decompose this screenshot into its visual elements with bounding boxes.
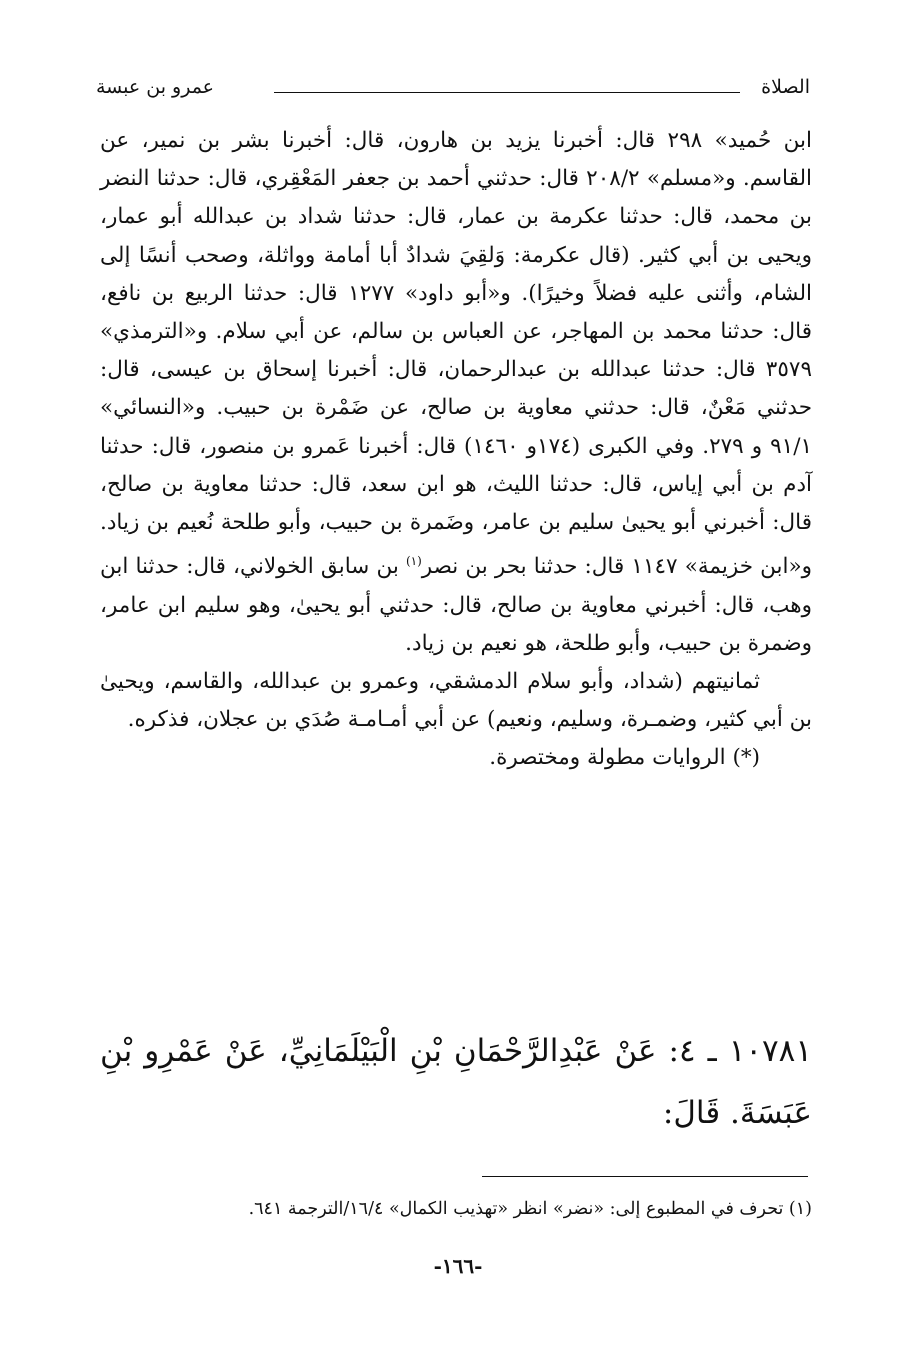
takhrij-text: ابن حُميد» ٢٩٨ قال: أخبرنا يزيد بن هارون، قال: أخبرنا بشر بن نمير، عن القاسم. و«مسلم» ٢٠٨/٢ قال: حدثني أحمد بن جعفر المَعْقِري، قال: حدثنا النضر بن محمد، قال: حدثنا عكرمة بن عمار، قال: حدثنا شداد بن عبدالله أبو عمار، ويحيى بن أبي كثير. (قال عكرمة: وَلقِيَ شدادٌ أبا أمامة وواثلة، وصحب أنسًا إلى الشام، وأثنى عليه فضلاً وخيرًا). و«أبو داود» ١٢٧٧ قال: حدثنا الربيع بن نافع، قال: حدثنا محمد بن المهاجر، عن العباس بن سالم، عن أبي سلام. و«الترمذي» ٣٥٧٩ قال: حدثنا عبدالله بن عبدالرحمان، قال: أخبرنا إسحاق بن عيسى، قال: حدثني مَعْنٌ، قال: حدثني معاوية بن صالح، عن ضَمْرة بن حبيب. و«النسائي» ٩١/١ و ٢٧٩. وفي الكبرى (١٧٤و ١٤٦٠) قال: أخبرنا عَمرو بن منصور، قال: حدثنا آدم بن أبي إياس، قال: حدثنا الليث، هو ابن سعد، قال: حدثنا معاوية بن صالح، قال: أخبرني أبو يحيىٰ سليم بن عامر، وضَمرة بن حبيب، وأبو طلحة نُعيم بن زياد. و«ابن خزيمة» ١١٤٧ قال: حدثنا بحر بن نصر	[100, 128, 813, 580]
main-text	[100, 122, 812, 778]
note-paragraph: (*) الروايات مطولة ومختصرة.	[489, 745, 760, 771]
running-header	[96, 76, 810, 104]
footnote-reference: (١)	[405, 554, 422, 569]
takhrij-text-continued: بن سابق الخولاني، قال: حدثنا ابن وهب، قال: أخبرني معاوية بن صالح، قال: حدثني أبو يحيىٰ، وهو سليم ابن عامر، وضمرة بن حبيب، وأبو طلحة، هو نعيم بن زياد.	[100, 554, 812, 656]
page-number: -١٦٦-	[433, 1254, 483, 1278]
footnote-rule	[482, 1176, 808, 1177]
header-rule	[274, 92, 740, 93]
hadith-heading: ١٠٧٨١ ـ ٤: عَنْ عَبْدِالرَّحْمَانِ بْنِ الْبَيْلَمَانِيِّ، عَنْ عَمْرِو بْنِ عَبَسَةَ. قَالَ:	[100, 1033, 812, 1131]
footnote: (١) تحرف في المطبوع إلى: «نضر» انظر «تهذيب الكمال» ١٦/٤/الترجمة ٦٤١.	[248, 1199, 812, 1219]
takhrij-paragraph	[100, 122, 812, 663]
header-chapter-title: عمرو بن عبسة	[96, 76, 215, 98]
summary-paragraph: ثمانيتهم (شداد، وأبو سلام الدمشقي، وعمرو بن عبدالله، والقاسم، ويحيىٰ بن أبي كثير، وضمـرة، وسليم، ونعيم) عن أبي أمـامـة صُدَي بن عجلان، فذكره.	[100, 669, 812, 733]
header-section-title: الصلاة	[761, 76, 810, 98]
